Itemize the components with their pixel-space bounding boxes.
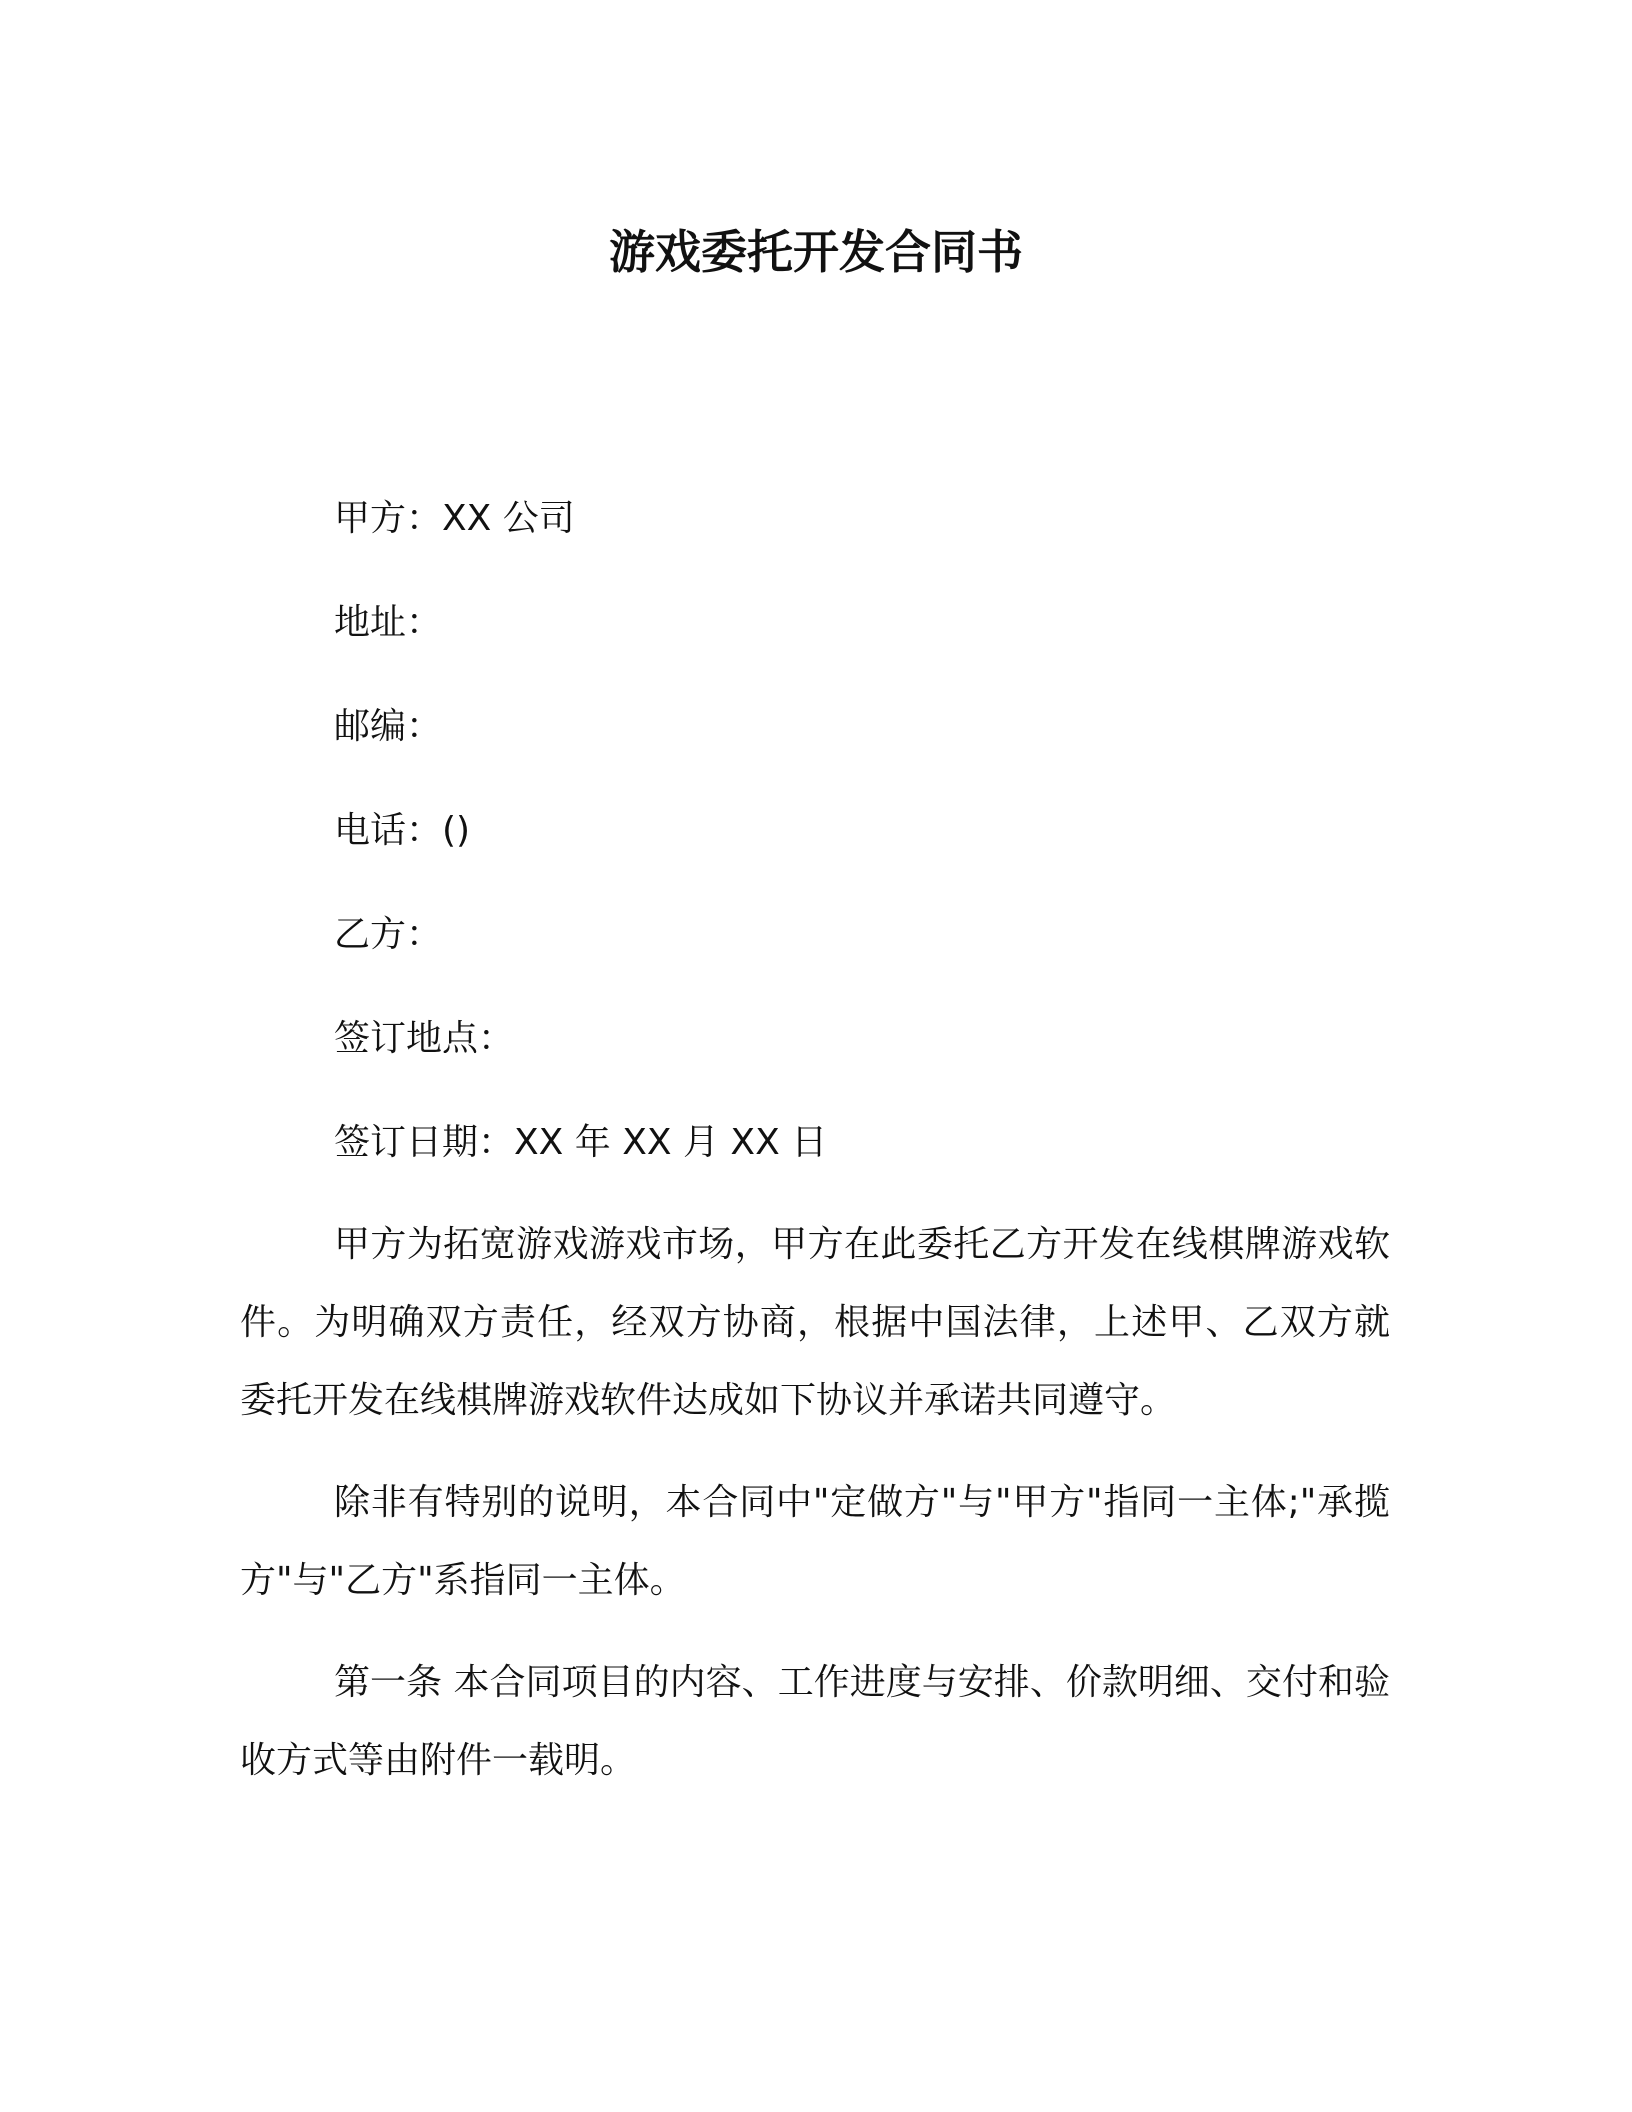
definitions-paragraph: 除非有特别的说明，本合同中"定做方"与"甲方"指同一主体;"承揽方"与"乙方"系指同一主体。 — [240, 1482, 1390, 1601]
party-a-field: 甲方：XX 公司 — [334, 498, 575, 539]
party-b-field: 乙方： — [334, 914, 443, 955]
postcode-field: 邮编： — [334, 706, 443, 747]
article-one-paragraph: 第一条 本合同项目的内容、工作进度与安排、价款明细、交付和验收方式等由附件一载明。 — [240, 1662, 1390, 1781]
signing-place-field: 签订地点： — [334, 1018, 515, 1059]
address-field: 地址： — [334, 602, 443, 643]
signing-date-field: 签订日期：XX 年 XX 月 XX 日 — [334, 1122, 828, 1163]
phone-field: 电话：() — [334, 810, 471, 851]
contract-title: 游戏委托开发合同书 — [609, 225, 1023, 279]
intro-paragraph: 甲方为拓宽游戏游戏市场，甲方在此委托乙方开发在线棋牌游戏软件。为明确双方责任，经双方协商，根据中国法律，上述甲、乙双方就委托开发在线棋牌游戏软件达成如下协议并承诺共同遵守。 — [240, 1224, 1390, 1421]
